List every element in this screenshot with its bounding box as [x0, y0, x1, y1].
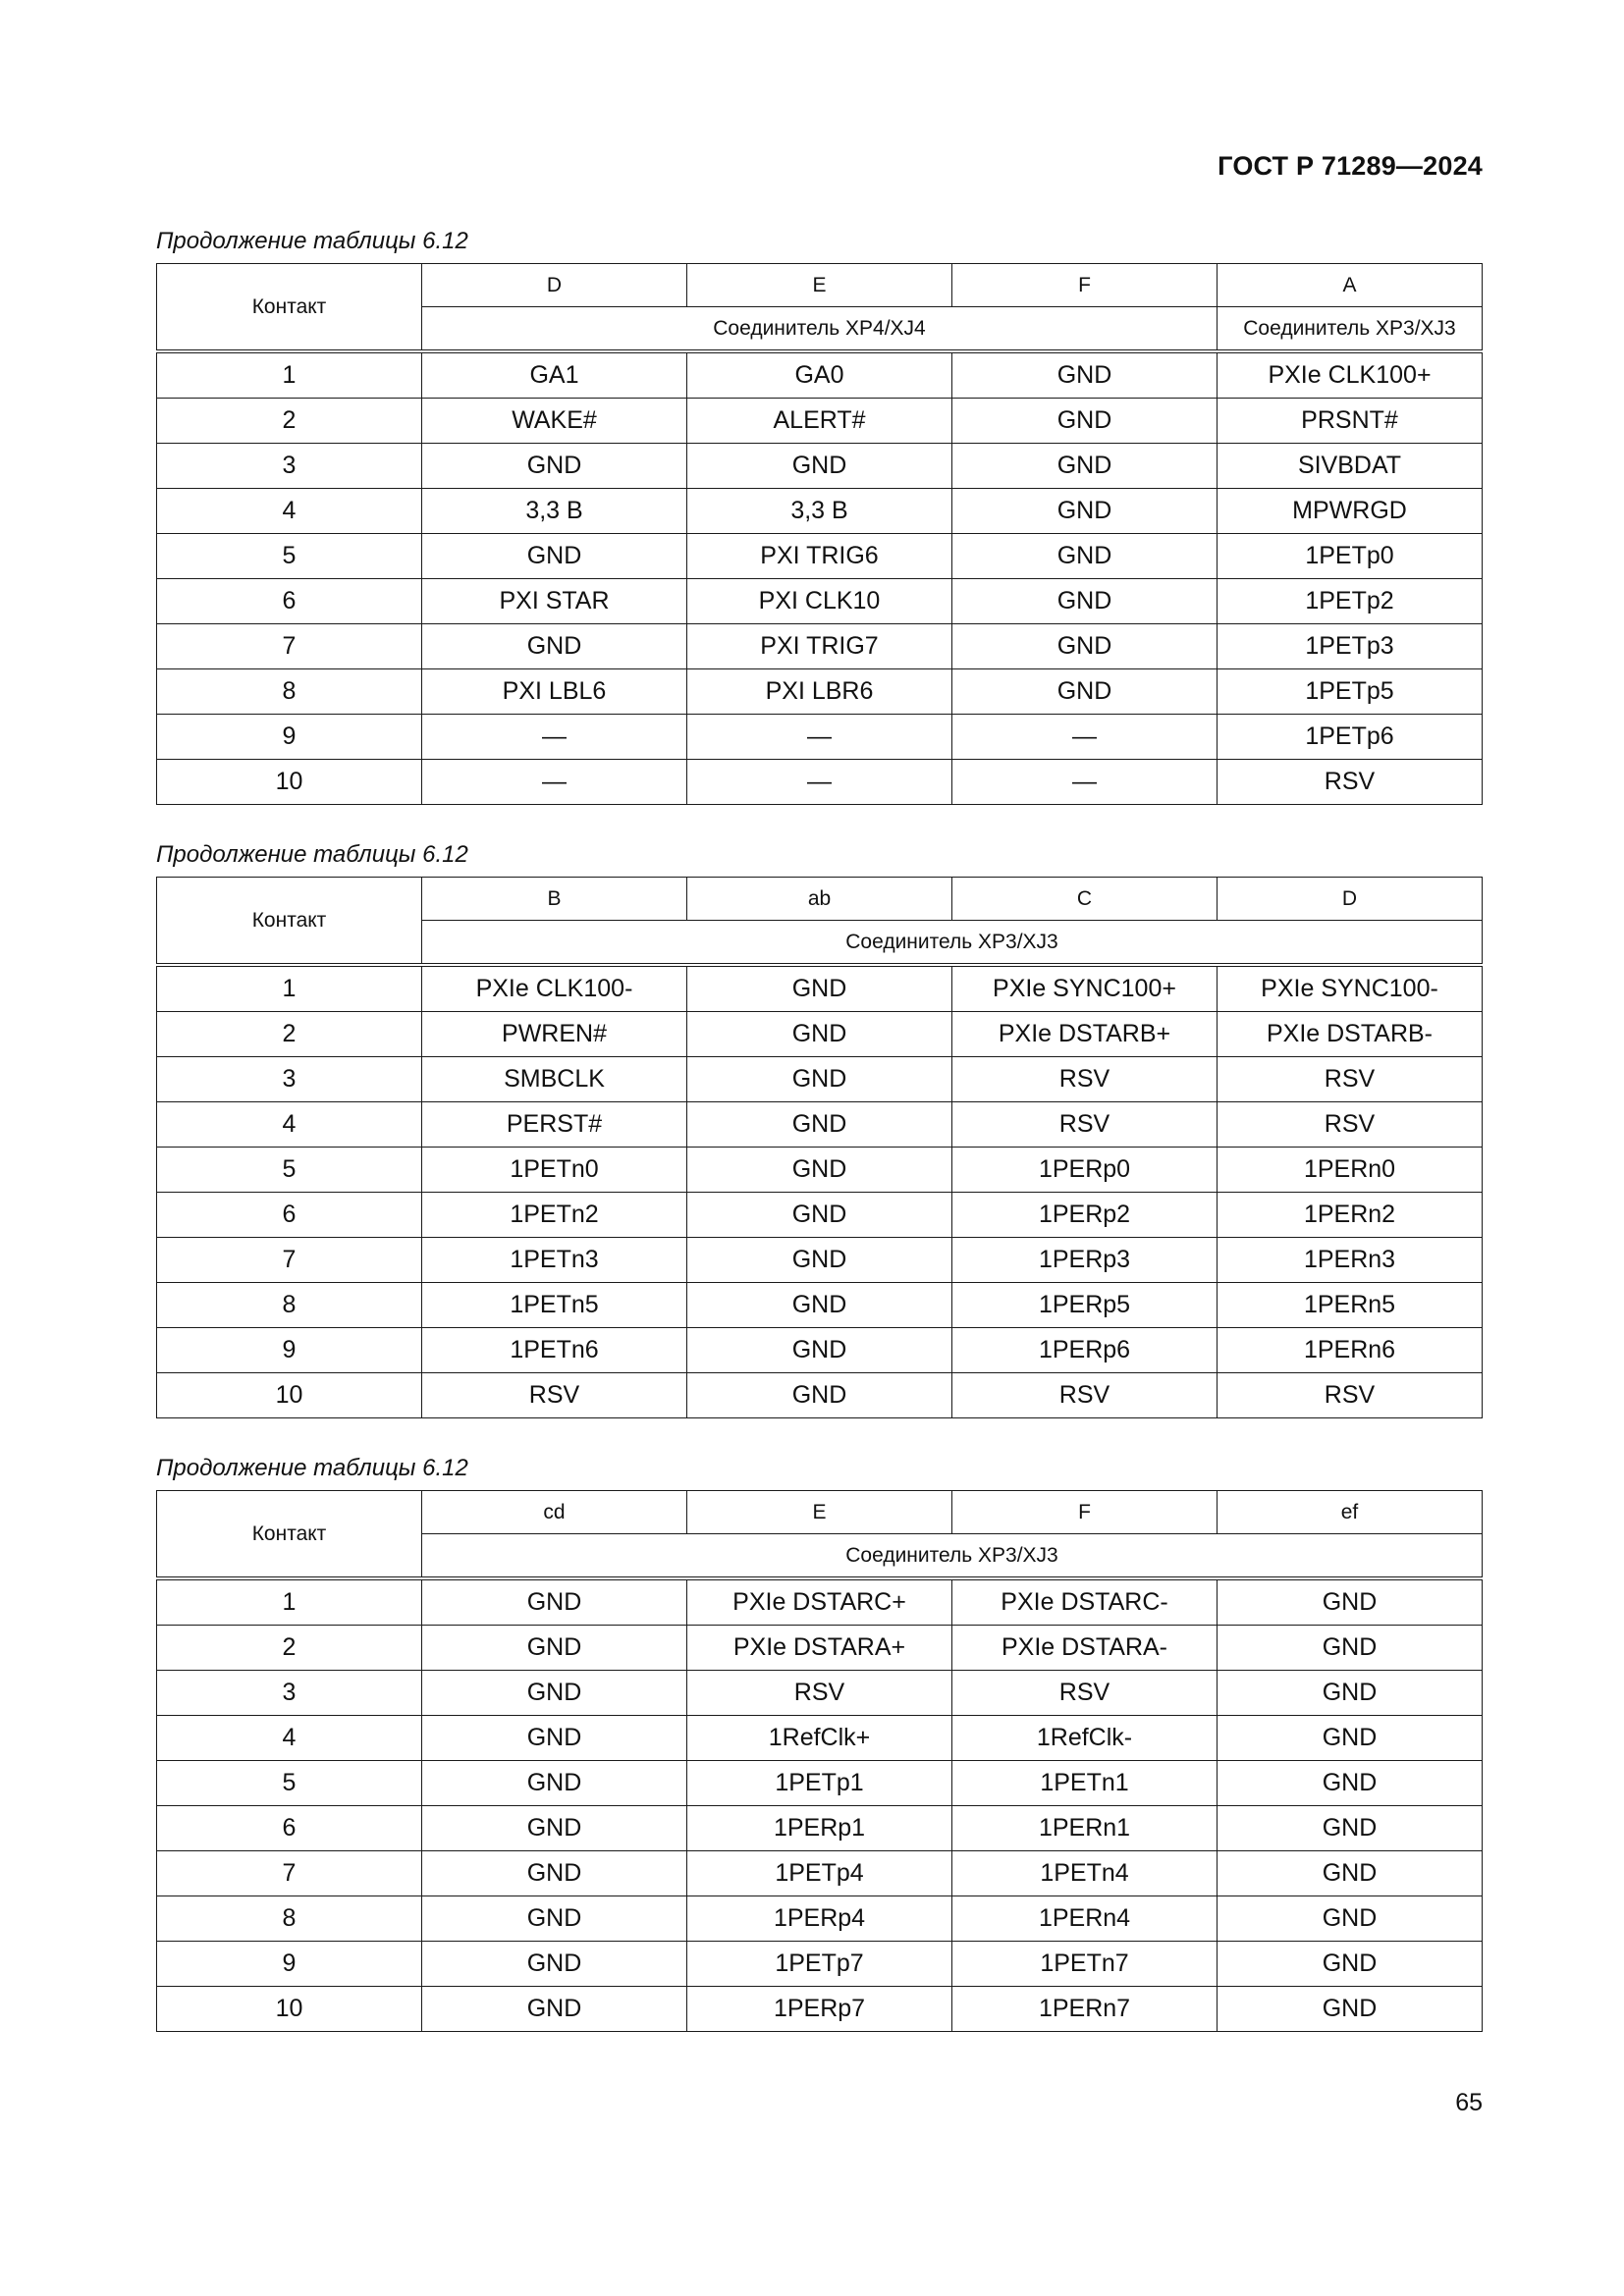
signal-cell: GND	[1218, 1942, 1483, 1987]
signal-cell: 3,3 В	[422, 489, 687, 534]
signal-cell: GND	[422, 1987, 687, 2032]
signal-cell: 1PETp5	[1218, 669, 1483, 715]
table-row	[157, 1148, 1483, 1193]
contact-number: 1	[157, 965, 422, 1012]
signal-cell: PXI LBL6	[422, 669, 687, 715]
contact-number: 4	[157, 1716, 422, 1761]
contact-column-header: Контакт	[157, 264, 422, 352]
signal-cell: GND	[422, 1626, 687, 1671]
signal-cell: GND	[422, 1806, 687, 1851]
signal-cell: GND	[952, 579, 1218, 624]
table-row	[157, 1671, 1483, 1716]
table-row	[157, 1102, 1483, 1148]
table-caption: Продолжение таблицы 6.12	[156, 841, 468, 868]
contact-number: 10	[157, 760, 422, 805]
signal-cell: GND	[1218, 1987, 1483, 2032]
signal-cell: RSV	[952, 1373, 1218, 1418]
table-row	[157, 1578, 1483, 1626]
contact-number: 4	[157, 1102, 422, 1148]
signal-cell: MPWRGD	[1218, 489, 1483, 534]
signal-cell: GND	[422, 1671, 687, 1716]
table-row	[157, 1626, 1483, 1671]
table-row	[157, 351, 1483, 399]
pinout-table-2	[156, 877, 1483, 1418]
signal-cell: 1PERn0	[1218, 1148, 1483, 1193]
contact-number: 8	[157, 1896, 422, 1942]
signal-cell: 1PERn2	[1218, 1193, 1483, 1238]
table-row	[157, 1942, 1483, 1987]
column-header: ef	[1218, 1491, 1483, 1534]
contact-number: 2	[157, 1626, 422, 1671]
signal-cell: 1PETn0	[422, 1148, 687, 1193]
signal-cell: PXI CLK10	[687, 579, 952, 624]
table-row	[157, 1851, 1483, 1896]
signal-cell: PXI STAR	[422, 579, 687, 624]
table-row	[157, 1761, 1483, 1806]
signal-cell: GND	[422, 444, 687, 489]
column-header: F	[952, 1491, 1218, 1534]
table-row	[157, 444, 1483, 489]
signal-cell: RSV	[952, 1671, 1218, 1716]
signal-cell: GND	[1218, 1761, 1483, 1806]
contact-number: 7	[157, 624, 422, 669]
table-row	[157, 1373, 1483, 1418]
column-header: D	[1218, 878, 1483, 921]
signal-cell: 1PETp7	[687, 1942, 952, 1987]
signal-cell: —	[952, 715, 1218, 760]
standard-designation: ГОСТ Р 71289—2024	[1218, 151, 1483, 181]
page-number: 65	[1455, 2089, 1483, 2116]
signal-cell: RSV	[1218, 1373, 1483, 1418]
signal-cell: 1PERp7	[687, 1987, 952, 2032]
contact-number: 3	[157, 1057, 422, 1102]
contact-number: 5	[157, 1761, 422, 1806]
signal-cell: —	[687, 760, 952, 805]
signal-cell: GND	[1218, 1806, 1483, 1851]
signal-cell: ALERT#	[687, 399, 952, 444]
signal-cell: —	[422, 760, 687, 805]
signal-cell: —	[952, 760, 1218, 805]
signal-cell: GND	[422, 1716, 687, 1761]
signal-cell: PWREN#	[422, 1012, 687, 1057]
signal-cell: GND	[422, 1578, 687, 1626]
signal-cell: 1PERp0	[952, 1148, 1218, 1193]
table-caption: Продолжение таблицы 6.12	[156, 1455, 468, 1481]
signal-cell: 1PETp4	[687, 1851, 952, 1896]
signal-cell: 1PETn4	[952, 1851, 1218, 1896]
contact-number: 1	[157, 1578, 422, 1626]
signal-cell: 1RefClk-	[952, 1716, 1218, 1761]
table-row	[157, 1328, 1483, 1373]
table-row	[157, 760, 1483, 805]
table-row	[157, 399, 1483, 444]
signal-cell: PXIe DSTARB+	[952, 1012, 1218, 1057]
signal-cell: 1PETp1	[687, 1761, 952, 1806]
signal-cell: RSV	[952, 1057, 1218, 1102]
table-row	[157, 534, 1483, 579]
signal-cell: 1PETn3	[422, 1238, 687, 1283]
column-header: D	[422, 264, 687, 307]
signal-cell: SMBCLK	[422, 1057, 687, 1102]
signal-cell: 1PERn1	[952, 1806, 1218, 1851]
signal-cell: 1PETp6	[1218, 715, 1483, 760]
table-row	[157, 715, 1483, 760]
signal-cell: 1PERp4	[687, 1896, 952, 1942]
signal-cell: —	[687, 715, 952, 760]
contact-number: 6	[157, 1806, 422, 1851]
contact-number: 9	[157, 1942, 422, 1987]
table-row	[157, 1806, 1483, 1851]
signal-cell: PXIe DSTARC-	[952, 1578, 1218, 1626]
signal-cell: 1PETp0	[1218, 534, 1483, 579]
contact-number: 6	[157, 579, 422, 624]
signal-cell: GND	[422, 1851, 687, 1896]
column-header: F	[952, 264, 1218, 307]
signal-cell: GND	[687, 1012, 952, 1057]
connector-group-header: Соединитель ХР3/XJ3	[422, 1534, 1483, 1579]
signal-cell: GND	[687, 1238, 952, 1283]
pinout-table-3	[156, 1490, 1483, 2032]
signal-cell: GA0	[687, 351, 952, 399]
signal-cell: PXIe CLK100+	[1218, 351, 1483, 399]
table-row	[157, 579, 1483, 624]
signal-cell: GND	[952, 534, 1218, 579]
contact-number: 3	[157, 1671, 422, 1716]
signal-cell: GND	[952, 399, 1218, 444]
signal-cell: GND	[687, 1283, 952, 1328]
signal-cell: PRSNT#	[1218, 399, 1483, 444]
signal-cell: PXIe DSTARA+	[687, 1626, 952, 1671]
table-row	[157, 1193, 1483, 1238]
signal-cell: PXIe CLK100-	[422, 965, 687, 1012]
signal-cell: GND	[952, 669, 1218, 715]
signal-cell: GND	[422, 1942, 687, 1987]
signal-cell: PXI TRIG7	[687, 624, 952, 669]
signal-cell: 1PERn3	[1218, 1238, 1483, 1283]
signal-cell: GND	[1218, 1851, 1483, 1896]
signal-cell: GND	[687, 444, 952, 489]
signal-cell: WAKE#	[422, 399, 687, 444]
table-row	[157, 489, 1483, 534]
table-caption: Продолжение таблицы 6.12	[156, 228, 468, 254]
signal-cell: GND	[687, 1057, 952, 1102]
table-row	[157, 965, 1483, 1012]
signal-cell: RSV	[422, 1373, 687, 1418]
column-header: ab	[687, 878, 952, 921]
signal-cell: 1PETn2	[422, 1193, 687, 1238]
signal-cell: GA1	[422, 351, 687, 399]
signal-cell: GND	[1218, 1578, 1483, 1626]
contact-number: 8	[157, 669, 422, 715]
signal-cell: SIVBDAT	[1218, 444, 1483, 489]
column-header: B	[422, 878, 687, 921]
connector-group-header: Соединитель ХР4/XJ4	[422, 307, 1218, 352]
signal-cell: GND	[687, 1193, 952, 1238]
signal-cell: 1PERp1	[687, 1806, 952, 1851]
signal-cell: GND	[1218, 1716, 1483, 1761]
signal-cell: 1PETp2	[1218, 579, 1483, 624]
contact-number: 5	[157, 534, 422, 579]
column-header: C	[952, 878, 1218, 921]
contact-number: 1	[157, 351, 422, 399]
contact-number: 8	[157, 1283, 422, 1328]
signal-cell: 1PERp6	[952, 1328, 1218, 1373]
signal-cell: GND	[687, 1373, 952, 1418]
signal-cell: RSV	[952, 1102, 1218, 1148]
signal-cell: GND	[1218, 1626, 1483, 1671]
contact-number: 7	[157, 1238, 422, 1283]
signal-cell: GND	[1218, 1896, 1483, 1942]
signal-cell: 1PERp5	[952, 1283, 1218, 1328]
column-header: A	[1218, 264, 1483, 307]
signal-cell: RSV	[1218, 760, 1483, 805]
contact-number: 4	[157, 489, 422, 534]
contact-number: 2	[157, 399, 422, 444]
signal-cell: GND	[422, 534, 687, 579]
table-row	[157, 624, 1483, 669]
signal-cell: PXIe SYNC100-	[1218, 965, 1483, 1012]
connector-group-header: Соединитель ХР3/XJ3	[1218, 307, 1483, 352]
table-row	[157, 1896, 1483, 1942]
signal-cell: 1PERn5	[1218, 1283, 1483, 1328]
contact-number: 5	[157, 1148, 422, 1193]
table-row	[157, 1057, 1483, 1102]
signal-cell: GND	[952, 489, 1218, 534]
signal-cell: GND	[1218, 1671, 1483, 1716]
signal-cell: GND	[952, 351, 1218, 399]
signal-cell: 1PETp3	[1218, 624, 1483, 669]
signal-cell: 1PERp3	[952, 1238, 1218, 1283]
signal-cell: 1PETn7	[952, 1942, 1218, 1987]
signal-cell: 1PERn4	[952, 1896, 1218, 1942]
signal-cell: 1PETn6	[422, 1328, 687, 1373]
pinout-table-1	[156, 263, 1483, 805]
column-header: E	[687, 1491, 952, 1534]
signal-cell: PXIe SYNC100+	[952, 965, 1218, 1012]
signal-cell: PERST#	[422, 1102, 687, 1148]
contact-number: 2	[157, 1012, 422, 1057]
table-row	[157, 1238, 1483, 1283]
signal-cell: PXIe DSTARA-	[952, 1626, 1218, 1671]
signal-cell: 1PERp2	[952, 1193, 1218, 1238]
signal-cell: GND	[687, 1148, 952, 1193]
table-row	[157, 1283, 1483, 1328]
contact-column-header: Контакт	[157, 1491, 422, 1579]
signal-cell: GND	[952, 624, 1218, 669]
table-row	[157, 1716, 1483, 1761]
signal-cell: RSV	[1218, 1057, 1483, 1102]
contact-number: 9	[157, 1328, 422, 1373]
signal-cell: GND	[687, 965, 952, 1012]
signal-cell: —	[422, 715, 687, 760]
signal-cell: 1PERn7	[952, 1987, 1218, 2032]
signal-cell: GND	[952, 444, 1218, 489]
signal-cell: RSV	[687, 1671, 952, 1716]
contact-number: 7	[157, 1851, 422, 1896]
contact-number: 10	[157, 1987, 422, 2032]
column-header: cd	[422, 1491, 687, 1534]
contact-number: 10	[157, 1373, 422, 1418]
signal-cell: PXIe DSTARC+	[687, 1578, 952, 1626]
signal-cell: GND	[687, 1102, 952, 1148]
column-header: E	[687, 264, 952, 307]
signal-cell: PXI LBR6	[687, 669, 952, 715]
signal-cell: 1PETn1	[952, 1761, 1218, 1806]
table-row	[157, 669, 1483, 715]
signal-cell: GND	[687, 1328, 952, 1373]
signal-cell: 3,3 В	[687, 489, 952, 534]
signal-cell: 1RefClk+	[687, 1716, 952, 1761]
signal-cell: GND	[422, 1896, 687, 1942]
signal-cell: PXI TRIG6	[687, 534, 952, 579]
signal-cell: GND	[422, 624, 687, 669]
signal-cell: 1PERn6	[1218, 1328, 1483, 1373]
contact-column-header: Контакт	[157, 878, 422, 966]
table-row	[157, 1987, 1483, 2032]
contact-number: 6	[157, 1193, 422, 1238]
signal-cell: RSV	[1218, 1102, 1483, 1148]
contact-number: 3	[157, 444, 422, 489]
signal-cell: 1PETn5	[422, 1283, 687, 1328]
signal-cell: PXIe DSTARB-	[1218, 1012, 1483, 1057]
connector-group-header: Соединитель ХР3/XJ3	[422, 921, 1483, 966]
table-row	[157, 1012, 1483, 1057]
contact-number: 9	[157, 715, 422, 760]
signal-cell: GND	[422, 1761, 687, 1806]
